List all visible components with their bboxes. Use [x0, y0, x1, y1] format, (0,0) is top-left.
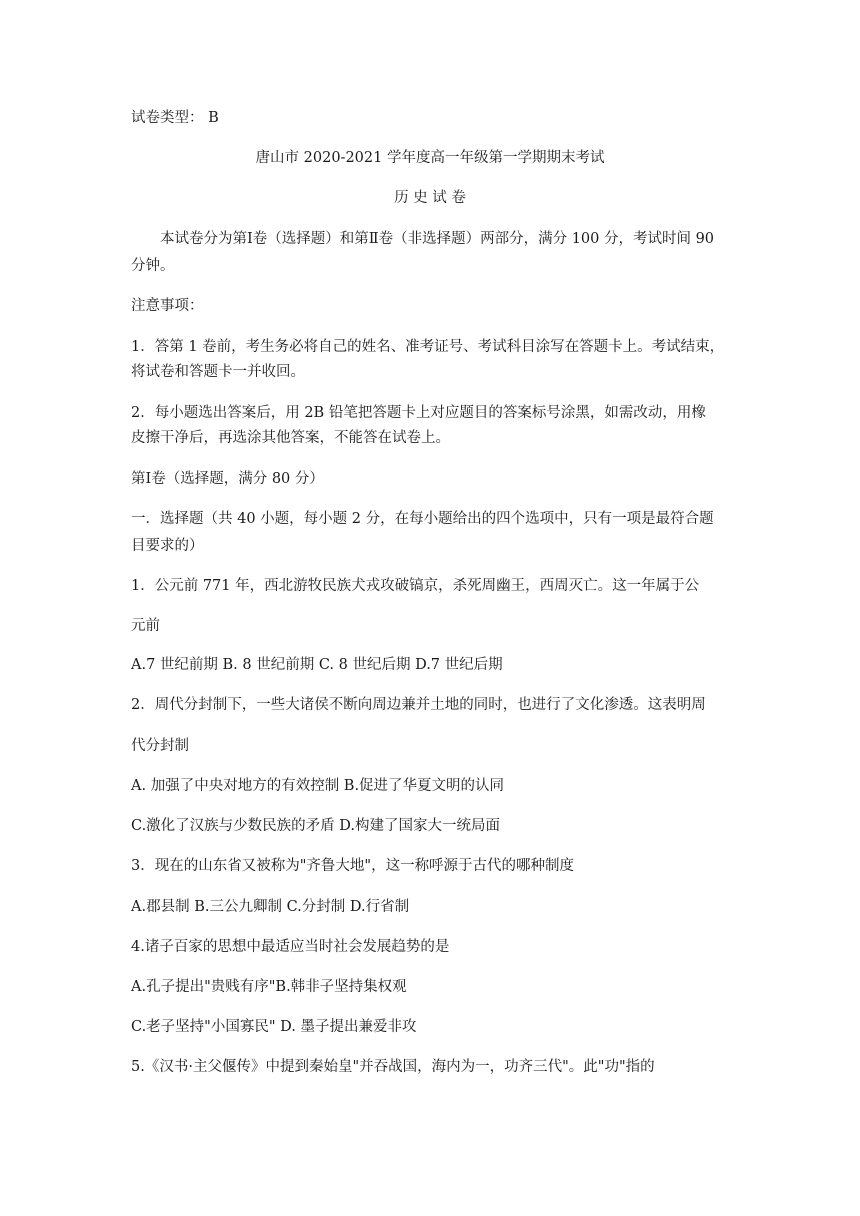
question-1-line-1: 1．公元前 771 年，西北游牧民族犬戎攻破镐京，杀死周幽王，西周灭亡。这一年属于公	[131, 578, 700, 594]
notice-item-1-line-2: 将试卷和答题卡一并收回。	[131, 364, 305, 380]
question-4-options-1: A.孔子提出"贵贱有序"B.韩非子坚持集权观	[131, 979, 407, 995]
question-1-options: A.7 世纪前期 B. 8 世纪前期 C. 8 世纪后期 D.7 世纪后期	[131, 657, 503, 673]
notice-item-2-line-1: 2．每小题选出答案后，用 2B 铅笔把答题卡上对应题目的答案标号涂黑，如需改动，用橡	[131, 405, 706, 421]
subject-title: 历 史 试 卷	[394, 190, 466, 206]
question-3-options: A.郡县制 B.三公九卿制 C.分封制 D.行省制	[131, 899, 410, 915]
question-4-options-2: C.老子坚持"小国寡民" D. 墨子提出兼爱非攻	[131, 1019, 417, 1035]
section-instructions-line-1: 一．选择题（共 40 小题，每小题 2 分，在每小题给出的四个选项中，只有一项是最符合题	[131, 511, 714, 527]
question-5-line-1: 5.《汉书·主父偃传》中提到秦始皇"并吞战国，海内为一，功齐三代"。此"功"指的	[131, 1059, 655, 1075]
question-2-line-2: 代分封制	[131, 738, 189, 754]
exam-title: 唐山市 2020-2021 学年度高一年级第一学期期末考试	[255, 150, 605, 166]
question-4-line-1: 4.诸子百家的思想中最适应当时社会发展趋势的是	[131, 939, 450, 955]
question-2-line-1: 2．周代分封制下，一些大诸侯不断向周边兼并土地的同时，也进行了文化渗透。这表明周	[131, 697, 706, 713]
paper-type: 试卷类型： B	[131, 110, 219, 126]
question-1-line-2: 元前	[131, 618, 160, 634]
question-2-options-2: C.激化了汉族与少数民族的矛盾 D.构建了国家大一统局面	[131, 818, 501, 834]
section-instructions-line-2: 目要求的）	[131, 538, 204, 554]
intro-line-2: 分钟。	[131, 258, 175, 274]
part-1-heading: 第Ⅰ卷（选择题，满分 80 分）	[131, 471, 324, 487]
question-2-options-1: A. 加强了中央对地方的有效控制 B.促进了华夏文明的认同	[131, 778, 505, 794]
notice-item-1-line-1: 1．答第 1 卷前，考生务必将自己的姓名、准考证号、考试科目涂写在答题卡上。考试结束，	[131, 339, 725, 355]
intro-line-1: 本试卷分为第Ⅰ卷（选择题）和第Ⅱ卷（非选择题）两部分，满分 100 分，考试时间 90	[160, 231, 715, 247]
notice-heading: 注意事项：	[131, 298, 204, 314]
question-3-line-1: 3．现在的山东省又被称为"齐鲁大地"，这一称呼源于古代的哪种制度	[131, 858, 575, 874]
notice-item-2-line-2: 皮擦干净后，再选涂其他答案，不能答在试卷上。	[131, 430, 450, 446]
